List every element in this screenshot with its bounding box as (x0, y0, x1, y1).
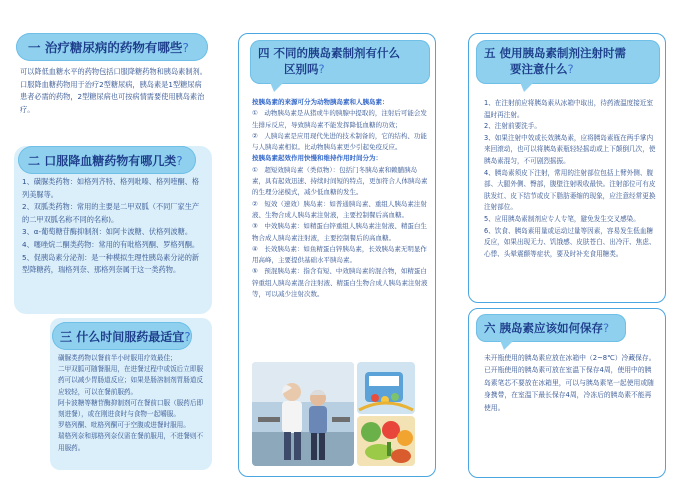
section-4-item: ③ 中效胰岛素：如精蛋白锌重组人胰岛素注射液、精蛋白生物合成人胰岛素注射液，主要控制餐后的高血糖。 (252, 222, 427, 242)
section-3-item: 罗格列酮、吡格列酮可于空腹或进餐时服用。 (58, 421, 190, 430)
section-5-title-line1: 使用胰岛素制剂注射时需 (499, 46, 627, 60)
photo-elderly-couple-exercising (252, 362, 354, 466)
section-3-question-mark: ? (184, 330, 191, 344)
section-5-heading (476, 40, 660, 84)
section-2-item: 5、促胰岛素分泌剂：是一种模拟生理性胰岛素分泌的新型降糖药，瑞格列奈、那格列奈属于这一类药物。 (22, 252, 200, 275)
section-4-item: ① 超短效胰岛素（类似物）：包括门冬胰岛素和赖脯胰岛素，具有起效迅速、持续时间短的特点，更加符合人体胰岛素的生理分泌模式，减少低血糖的发生。 (252, 165, 428, 197)
section-2-title: 口服降血糖药物有哪几类 (44, 154, 177, 168)
section-5-body (484, 98, 658, 260)
section-3-heading (52, 322, 192, 350)
section-1-question-mark: ? (182, 40, 190, 55)
section-4-heading-tail (270, 82, 286, 94)
section-2-item: 1、磺脲类药物：如格列齐特、格列吡嗪、格列喹酮、格列美脲等。 (22, 177, 200, 199)
section-6-body (484, 352, 658, 414)
section-4-number: 四 (258, 46, 270, 60)
section-3-body (58, 353, 208, 454)
section-2-question-mark: ? (176, 154, 183, 168)
section-3-number: 三 (60, 330, 73, 344)
section-2-heading (18, 146, 196, 174)
section-1-heading (16, 33, 208, 61)
section-3-item: 二甲双胍可随餐服用，在进餐过程中或饭后立即服药可以减少胃肠道反应；如果是肠溶制剂胃肠道反应较轻，可以在餐前服药。 (58, 365, 204, 396)
section-4-item: ② 短效（速效）胰岛素：如普通胰岛素、重组人胰岛素注射液、生物合成人胰岛素注射液，主要控制餐后高血糖。 (252, 199, 427, 219)
section-4-item: ② 人胰岛素是应用现代先进的技术制备的，它的结构、功能与人胰岛素相似。比动物胰岛素更少引起免疫反应。 (252, 131, 427, 152)
section-3-item: 阿卡波糖等糖苷酶抑制剂可在餐前口服（服药后即刻进餐），或在刚进食时与食物一起嚼服。 (58, 398, 204, 419)
section-2-body (22, 176, 206, 277)
section-5-item: 6、饮食、胰岛素用量或运动过量等因素，容易发生低血糖反应，如果出现无力、饥饿感、皮肤苍白、出冷汗、焦虑、心悸、头晕震颤等症状，要及时补充食用糖类。 (484, 226, 656, 258)
section-5-question-mark: ? (567, 62, 574, 76)
section-4-item: ④ 长效胰岛素：如鱼精蛋白锌胰岛素，长效胰岛素无明显作用高峰，主要提供基础水平胰岛素。 (252, 244, 427, 265)
section-4-question-mark: ? (318, 62, 325, 76)
section-3-title: 什么时间服药最适宜 (76, 330, 185, 344)
section-1-paragraph: 可以降低血糖水平的药物包括口服降糖药物和胰岛素制剂。口服降血糖药物用于治疗2型糖尿病，胰岛素是1型糖尿病患者必需的药物，2型糖尿病也可按病情需要使用胰岛素治疗。 (20, 67, 207, 114)
section-2-item: 3、α-葡萄糖苷酶抑制剂：如阿卡波糖、伏格列波糖。 (22, 227, 193, 237)
section-6-title: 胰岛素应该如何保存 (499, 321, 604, 335)
section-5-number: 五 (484, 46, 496, 60)
left-column (0, 0, 225, 500)
section-4-heading (250, 40, 430, 84)
section-5-item: 3、如果注射中效或长效胰岛素，应将胰岛素瓶在两手掌内来回滚动，也可以将胰岛素瓶轻轻摇动或上下颠倒几次，使胰岛素混匀，不可剧烈摇振。 (484, 133, 656, 165)
section-5-item: 2、注射前要洗手。 (484, 122, 541, 131)
section-1-number: 一 (28, 40, 41, 55)
section-4-item: ① 动物胰岛素是从猪或牛的胰腺中提取的，注射后可能会发生排斥反应，导致胰岛素不能发挥降低血糖的功效； (252, 109, 427, 129)
section-1-title: 治疗糖尿病的药物有哪些 (44, 40, 183, 55)
section-4-item: ⑤ 预混胰岛素：指含有短、中效胰岛素的混合物，如精蛋白锌重组人胰岛素混合注射液、精蛋白生物合成人胰岛素注射液等，可以减少注射次数。 (252, 267, 428, 299)
section-2-number: 二 (28, 154, 41, 168)
photo-pills-and-tape (357, 362, 415, 414)
section-3-item: 磺脲类药物以餐前半小时服用疗效最佳； (58, 354, 177, 362)
section-4-title-line1: 不同的胰岛素制剂有什么 (273, 46, 401, 60)
section-5-item: 5、应用胰岛素制剂应专人专笔，避免发生交叉感染。 (484, 214, 640, 223)
section-5-heading-tail (520, 82, 536, 94)
section-6-heading-tail (500, 340, 516, 352)
section-4-body (252, 97, 428, 300)
section-4-subheading: 按胰岛素的来源可分为动物胰岛素和人胰岛素： (252, 98, 389, 106)
section-5-title-line2: 要注意什么 (510, 62, 568, 76)
section-6-paragraph: 未开瓶使用的胰岛素应放在冰箱中（2~8℃）冷藏保存。已开瓶使用的胰岛素可放在室温下保存4周，使用中的胰岛素笔芯不要放在冰箱里，可以与胰岛素笔一起使用或随身携带，在室温下最长保存4周，冷冻后的胰岛素不能再使用。 (484, 354, 656, 412)
section-4-title-line2: 区别吗 (284, 62, 319, 76)
section-3-item: 瑞格列奈和那格列奈仅需在餐前服用，不进餐则不用服药。 (58, 432, 204, 452)
section-4-subheading: 按胰岛素起效作用快慢和维持作用时间分为： (252, 154, 382, 163)
section-5-item: 1、在注射前应将胰岛素从冰箱中取出，待药液温度接近室温时再注射。 (484, 99, 654, 119)
section-6-heading (476, 314, 626, 342)
section-2-item: 4、噻唑烷二酮类药物：常用的有吡格列酮、罗格列酮。 (22, 239, 200, 249)
section-2-item: 2、双胍类药物：常用的主要是二甲双胍（不同厂家生产的二甲双胍名称不同的名称)。 (22, 202, 200, 224)
section-6-question-mark: ? (603, 321, 610, 335)
section-6-number: 六 (484, 321, 496, 335)
photo-fresh-vegetables (357, 416, 415, 466)
section-5-item: 4、胰岛素须皮下注射，常用的注射部位包括上臂外侧、腹部、大腿外侧、臀部，腹壁注射吸收最快。注射部位可有皮肤发红、皮下结节或皮下脂肪萎缩的现象，应注意经常更换注射部位。 (484, 168, 656, 212)
section-1-body (20, 66, 208, 116)
